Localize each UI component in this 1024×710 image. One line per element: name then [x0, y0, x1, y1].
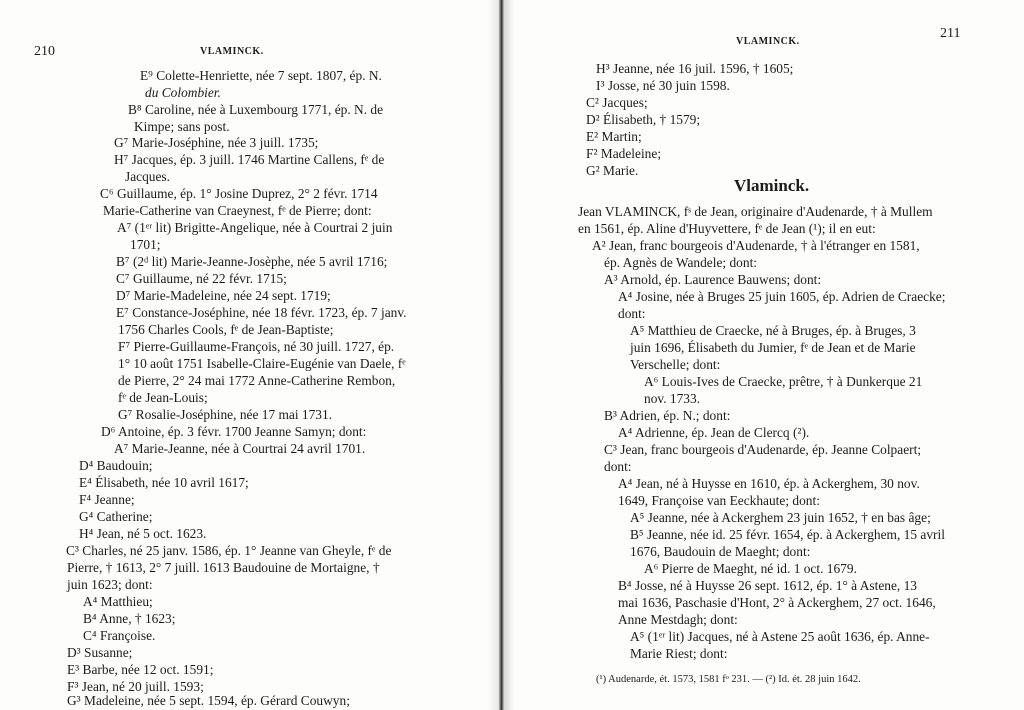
- text-line: dont:: [618, 306, 646, 321]
- text-line: A³ Arnold, ép. Laurence Bauwens; dont:: [604, 272, 822, 287]
- text-line: ép. Agnès de Wandele; dont:: [604, 255, 758, 270]
- left-page-number: 210: [34, 44, 55, 59]
- text-line: E⁹ Colette-Henriette, née 7 sept. 1807, ép. N.: [140, 68, 382, 83]
- text-line: F⁷ Pierre-Guillaume-François, né 30 juill. 1727, ép.: [118, 339, 395, 354]
- text-line: Marie Riest; dont:: [630, 646, 728, 661]
- text-line: nov. 1733.: [644, 391, 701, 406]
- text-line: B³ Adrien, ép. N.; dont:: [604, 408, 731, 423]
- text-line: de Pierre, 2° 24 mai 1772 Anne-Catherine Rembon,: [118, 373, 396, 388]
- text-line: D² Élisabeth, † 1579;: [586, 112, 701, 127]
- text-line: Verschelle; dont:: [630, 357, 721, 372]
- footnote: (¹) Audenarde, ét. 1573, 1581 fᵒ 231. — (²) Id. ét. 28 juin 1642.: [596, 674, 861, 685]
- text-line: Marie-Catherine van Craeynest, fᵉ de Pierre; dont:: [103, 203, 372, 218]
- right-page-number: 211: [940, 26, 961, 41]
- text-line: I³ Josse, né 30 juin 1598.: [596, 78, 730, 93]
- text-line: F² Madeleine;: [586, 146, 662, 161]
- text-line: A⁴ Josine, née à Bruges 25 juin 1605, ép. Adrien de Craecke;: [618, 289, 946, 304]
- text-line: E⁷ Constance-Joséphine, née 18 févr. 1723, ép. 7 janv.: [116, 305, 407, 320]
- left-running-head: VLAMINCK.: [200, 46, 264, 57]
- text-line: G⁴ Catherine;: [79, 509, 153, 524]
- text-line: D³ Susanne;: [67, 645, 133, 660]
- text-line: A² Jean, franc bourgeois d'Audenarde, † à l'étranger en 1581,: [592, 238, 920, 253]
- text-line: B⁸ Caroline, née à Luxembourg 1771, ép. N. de: [128, 102, 384, 117]
- text-line: Jacques.: [125, 169, 170, 184]
- text-line: mai 1636, Paschasie d'Hont, 2° à Ackerghem, 27 oct. 1646,: [618, 595, 936, 610]
- text-line: D⁴ Baudouin;: [79, 458, 153, 473]
- text-line: 1676, Baudouin de Maeght; dont:: [630, 544, 811, 559]
- text-line: H⁷ Jacques, ép. 3 juill. 1746 Martine Callens, fᵉ de: [114, 152, 385, 167]
- text-line: Jean VLAMINCK, fˢ de Jean, originaire d'Audenarde, † à Mullem: [578, 204, 933, 219]
- text-line: C² Jacques;: [586, 95, 648, 110]
- text-line: G⁷ Rosalie-Joséphine, née 17 mai 1731.: [118, 407, 333, 422]
- text-line: A⁶ Louis-Ives de Craecke, prêtre, † à Dunkerque 21: [644, 374, 923, 389]
- text-line: A⁴ Jean, né à Huysse en 1610, ép. à Ackerghem, 30 nov.: [618, 476, 920, 491]
- text-line: C³ Charles, né 25 janv. 1586, ép. 1° Jeanne van Gheyle, fᵉ de: [66, 543, 392, 558]
- text-line: 1° 10 août 1751 Isabelle-Claire-Eugénie van Daele, fᵉ: [118, 356, 406, 371]
- text-line: B⁵ Jeanne, née id. 25 févr. 1654, ép. à Ackerghem, 15 avril: [630, 527, 945, 542]
- text-line: G² Marie.: [586, 163, 639, 178]
- text-line: A⁵ Jeanne, née à Ackerghem 23 juin 1652, † en bas âge;: [630, 510, 931, 525]
- text-line: H³ Jeanne, née 16 juil. 1596, † 1605;: [596, 61, 794, 76]
- text-line: du Colombier.: [145, 85, 221, 100]
- text-line: dont:: [604, 459, 632, 474]
- text-line: A⁷ (1ᵉʳ lit) Brigitte-Angelique, née à Courtrai 2 juin: [117, 220, 393, 235]
- text-line: F⁴ Jeanne;: [79, 492, 135, 507]
- text-line: fᵉ de Jean-Louis;: [118, 390, 208, 405]
- text-line: F³ Jean, né 20 juill. 1593;: [67, 679, 204, 694]
- text-line: H⁴ Jean, né 5 oct. 1623.: [79, 526, 207, 541]
- text-line: C⁷ Guillaume, né 22 févr. 1715;: [116, 271, 287, 286]
- text-line: A⁴ Matthieu;: [83, 594, 153, 609]
- text-line: Pierre, † 1613, 2° 7 juill. 1613 Baudouine de Mortaigne, †: [67, 560, 380, 575]
- text-line: E³ Barbe, née 12 oct. 1591;: [67, 662, 214, 677]
- text-line: B⁴ Anne, † 1623;: [83, 611, 176, 626]
- text-line: D⁶ Antoine, ép. 3 févr. 1700 Jeanne Samyn; dont:: [101, 424, 367, 439]
- text-line: 1756 Charles Cools, fᵉ de Jean-Baptiste;: [118, 322, 334, 337]
- text-line: C⁴ Françoise.: [83, 628, 156, 643]
- text-line: A⁵ (1ᵉʳ lit) Jacques, né à Astene 25 août 1636, ép. Anne-: [630, 629, 930, 644]
- text-line: Anne Mestdagh; dont:: [618, 612, 738, 627]
- right-page: [514, 0, 1024, 710]
- text-line: 1701;: [130, 237, 161, 252]
- text-line: juin 1696, Élisabeth du Jumier, fᵉ de Jean et de Marie: [630, 340, 916, 355]
- text-line: B⁷ (2ᵈ lit) Marie-Jeanne-Josèphe, née 5 avril 1716;: [116, 254, 388, 269]
- text-line: A⁶ Pierre de Maeght, né id. 1 oct. 1679.: [644, 561, 857, 576]
- text-line: E² Martin;: [586, 129, 642, 144]
- text-line: A⁴ Adrienne, ép. Jean de Clercq (²).: [618, 425, 810, 440]
- right-running-head: VLAMINCK.: [736, 36, 800, 47]
- text-line: 1649, Françoise van Eeckhaute; dont:: [618, 493, 820, 508]
- text-line: A⁵ Matthieu de Craecke, né à Bruges, ép. à Bruges, 3: [630, 323, 916, 338]
- text-line: G⁷ Marie-Joséphine, née 3 juill. 1735;: [114, 135, 319, 150]
- text-line: juin 1623; dont:: [67, 577, 153, 592]
- text-line: D⁷ Marie-Madeleine, née 24 sept. 1719;: [116, 288, 331, 303]
- text-line: B⁴ Josse, né à Huysse 26 sept. 1612, ép. 1° à Astene, 13: [618, 578, 918, 593]
- text-line: E⁴ Élisabeth, née 10 avril 1617;: [79, 475, 249, 490]
- text-line: C⁶ Guillaume, ép. 1° Josine Duprez, 2° 2 févr. 1714: [100, 186, 378, 201]
- text-line: G³ Madeleine, née 5 sept. 1594, ép. Gérard Couwyn;: [67, 693, 350, 708]
- section-title: Vlaminck.: [734, 176, 810, 195]
- text-line: en 1561, ép. Aline d'Huyvettere, fᵉ de Jean (¹); il en eut:: [578, 221, 876, 236]
- text-line: A⁷ Marie-Jeanne, née à Courtrai 24 avril 1701.: [114, 441, 366, 456]
- text-line: Kimpe; sans post.: [134, 119, 230, 134]
- text-line: C³ Jean, franc bourgeois d'Audenarde, ép. Jeanne Colpaert;: [604, 442, 922, 457]
- book-gutter: [488, 0, 514, 710]
- left-page: [0, 0, 488, 710]
